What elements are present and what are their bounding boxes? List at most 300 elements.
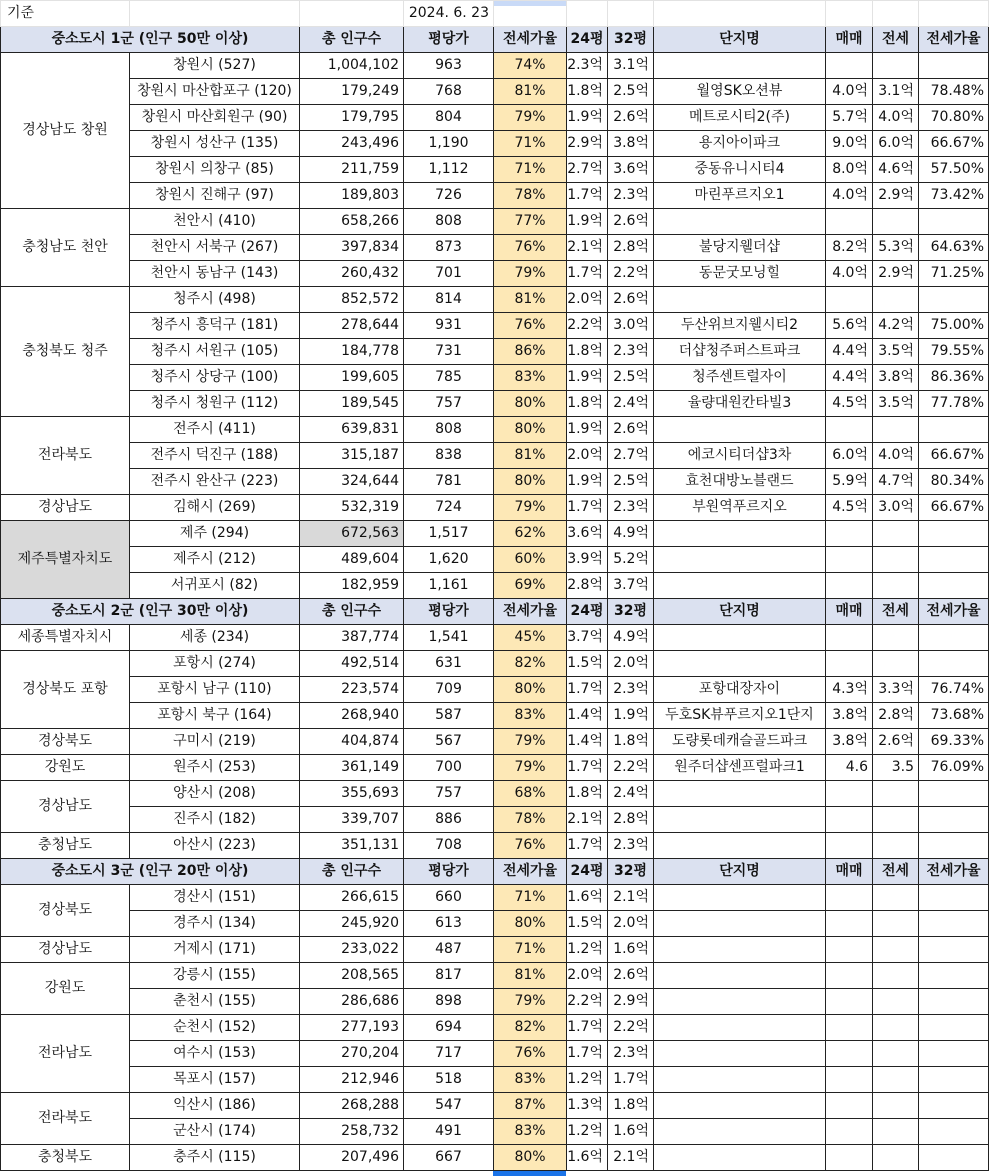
complex-cell[interactable]: 두산위브지웰시티2 bbox=[654, 313, 826, 339]
pop-cell[interactable]: 315,187 bbox=[300, 443, 404, 469]
ratio2-cell[interactable]: 79.55% bbox=[919, 339, 989, 365]
price-cell[interactable]: 873 bbox=[404, 235, 494, 261]
ratio2-cell[interactable] bbox=[919, 521, 989, 547]
region-cell[interactable]: 경상남도 bbox=[1, 937, 130, 963]
p24-cell[interactable]: 1.5억 bbox=[567, 651, 608, 677]
jeonse-cell[interactable] bbox=[873, 1145, 919, 1171]
p32-cell[interactable]: 1.6억 bbox=[608, 1119, 654, 1145]
complex-cell[interactable] bbox=[654, 963, 826, 989]
jeonse-cell[interactable] bbox=[873, 1041, 919, 1067]
p24-cell[interactable]: 2.2억 bbox=[567, 989, 608, 1015]
sale-cell[interactable] bbox=[826, 989, 873, 1015]
ratio2-cell[interactable]: 73.42% bbox=[919, 183, 989, 209]
city-cell[interactable]: 전주시 완산구 (223) bbox=[130, 469, 300, 495]
ratio2-cell[interactable]: 66.67% bbox=[919, 443, 989, 469]
region-cell[interactable]: 충청남도 bbox=[1, 833, 130, 859]
column-header-ratio2[interactable]: 전세가율 bbox=[919, 859, 989, 885]
p32-cell[interactable]: 3.6억 bbox=[608, 157, 654, 183]
city-cell[interactable]: 청주시 상당구 (100) bbox=[130, 365, 300, 391]
p32-cell[interactable]: 4.9억 bbox=[608, 625, 654, 651]
price-cell[interactable]: 700 bbox=[404, 755, 494, 781]
pop-cell[interactable]: 233,022 bbox=[300, 937, 404, 963]
sale-cell[interactable] bbox=[826, 1145, 873, 1171]
p24-cell[interactable]: 1.9억 bbox=[567, 417, 608, 443]
city-cell[interactable]: 원주시 (253) bbox=[130, 755, 300, 781]
jeonse-cell[interactable] bbox=[873, 885, 919, 911]
p32-cell[interactable]: 1.9억 bbox=[608, 703, 654, 729]
sale-cell[interactable]: 9.0억 bbox=[826, 131, 873, 157]
column-header-ratio[interactable]: 전세가율 bbox=[494, 27, 567, 53]
p32-cell[interactable]: 3.0억 bbox=[608, 313, 654, 339]
complex-cell[interactable] bbox=[654, 1067, 826, 1093]
pop-cell[interactable]: 211,759 bbox=[300, 157, 404, 183]
p32-cell[interactable]: 1.8억 bbox=[608, 1093, 654, 1119]
p24-cell[interactable]: 2.0억 bbox=[567, 963, 608, 989]
jeonse-cell[interactable] bbox=[873, 1093, 919, 1119]
region-cell[interactable]: 강원도 bbox=[1, 755, 130, 781]
ratio2-cell[interactable]: 66.67% bbox=[919, 495, 989, 521]
pop-cell[interactable]: 361,149 bbox=[300, 755, 404, 781]
ratio-cell[interactable]: 82% bbox=[494, 1015, 567, 1041]
p24-cell[interactable]: 1.4억 bbox=[567, 703, 608, 729]
p24-cell[interactable]: 1.4억 bbox=[567, 729, 608, 755]
region-cell[interactable]: 경상남도 창원 bbox=[1, 53, 130, 209]
p24-cell[interactable]: 1.2억 bbox=[567, 1119, 608, 1145]
column-header-sale[interactable]: 매매 bbox=[826, 859, 873, 885]
city-cell[interactable]: 창원시 (527) bbox=[130, 53, 300, 79]
jeonse-cell[interactable] bbox=[873, 287, 919, 313]
ratio2-cell[interactable]: 76.74% bbox=[919, 677, 989, 703]
section-title[interactable]: 중소도시 3군 (인구 20만 이상) bbox=[1, 859, 300, 885]
price-cell[interactable]: 726 bbox=[404, 183, 494, 209]
p32-cell[interactable]: 4.9억 bbox=[608, 521, 654, 547]
p24-cell[interactable]: 1.8억 bbox=[567, 391, 608, 417]
sale-cell[interactable]: 4.0억 bbox=[826, 79, 873, 105]
complex-cell[interactable] bbox=[654, 625, 826, 651]
p32-cell[interactable]: 2.0억 bbox=[608, 911, 654, 937]
city-cell[interactable]: 경주시 (134) bbox=[130, 911, 300, 937]
complex-cell[interactable]: 에코시티더샵3차 bbox=[654, 443, 826, 469]
ratio-cell[interactable]: 71% bbox=[494, 937, 567, 963]
sale-cell[interactable] bbox=[826, 521, 873, 547]
p32-cell[interactable]: 2.4억 bbox=[608, 781, 654, 807]
pop-cell[interactable]: 658,266 bbox=[300, 209, 404, 235]
jeonse-cell[interactable] bbox=[873, 833, 919, 859]
column-header-p24[interactable]: 24평 bbox=[567, 599, 608, 625]
ratio2-cell[interactable]: 77.78% bbox=[919, 391, 989, 417]
city-cell[interactable]: 구미시 (219) bbox=[130, 729, 300, 755]
jeonse-cell[interactable] bbox=[873, 625, 919, 651]
jeonse-cell[interactable] bbox=[873, 53, 919, 79]
ratio-cell[interactable]: 78% bbox=[494, 183, 567, 209]
complex-cell[interactable]: 부원역푸르지오 bbox=[654, 495, 826, 521]
column-header-jeonse[interactable]: 전세 bbox=[873, 27, 919, 53]
price-cell[interactable]: 487 bbox=[404, 937, 494, 963]
ratio-cell[interactable]: 60% bbox=[494, 547, 567, 573]
city-cell[interactable]: 창원시 성산구 (135) bbox=[130, 131, 300, 157]
section-title[interactable]: 중소도시 2군 (인구 30만 이상) bbox=[1, 599, 300, 625]
city-cell[interactable]: 전주시 (411) bbox=[130, 417, 300, 443]
ratio-cell[interactable]: 62% bbox=[494, 521, 567, 547]
sale-cell[interactable] bbox=[826, 1041, 873, 1067]
jeonse-cell[interactable]: 3.8억 bbox=[873, 365, 919, 391]
ratio2-cell[interactable] bbox=[919, 1093, 989, 1119]
p32-cell[interactable]: 2.6억 bbox=[608, 963, 654, 989]
column-header-complex[interactable]: 단지명 bbox=[654, 859, 826, 885]
ratio2-cell[interactable] bbox=[919, 651, 989, 677]
price-cell[interactable]: 817 bbox=[404, 963, 494, 989]
pop-cell[interactable]: 355,693 bbox=[300, 781, 404, 807]
jeonse-cell[interactable] bbox=[873, 937, 919, 963]
p24-cell[interactable]: 1.9억 bbox=[567, 105, 608, 131]
p24-cell[interactable]: 2.0억 bbox=[567, 443, 608, 469]
ratio-cell[interactable]: 76% bbox=[494, 235, 567, 261]
ratio-cell[interactable]: 71% bbox=[494, 157, 567, 183]
price-cell[interactable]: 808 bbox=[404, 209, 494, 235]
city-cell[interactable]: 강릉시 (155) bbox=[130, 963, 300, 989]
ratio-cell[interactable]: 80% bbox=[494, 391, 567, 417]
p32-cell[interactable]: 2.6억 bbox=[608, 209, 654, 235]
jeonse-cell[interactable]: 4.0억 bbox=[873, 443, 919, 469]
city-cell[interactable]: 포항시 북구 (164) bbox=[130, 703, 300, 729]
ratio-cell[interactable]: 76% bbox=[494, 1041, 567, 1067]
p32-cell[interactable]: 2.1억 bbox=[608, 1145, 654, 1171]
jeonse-cell[interactable] bbox=[873, 911, 919, 937]
jeonse-cell[interactable] bbox=[873, 963, 919, 989]
ratio-cell[interactable]: 68% bbox=[494, 781, 567, 807]
jeonse-cell[interactable] bbox=[873, 573, 919, 599]
ratio2-cell[interactable] bbox=[919, 911, 989, 937]
city-cell[interactable]: 군산시 (174) bbox=[130, 1119, 300, 1145]
complex-cell[interactable]: 도량롯데캐슬골드파크 bbox=[654, 729, 826, 755]
column-header-complex[interactable]: 단지명 bbox=[654, 599, 826, 625]
ratio2-cell[interactable]: 80.34% bbox=[919, 469, 989, 495]
ratio2-cell[interactable] bbox=[919, 209, 989, 235]
p24-cell[interactable]: 1.8억 bbox=[567, 79, 608, 105]
p24-cell[interactable]: 2.1억 bbox=[567, 807, 608, 833]
ratio2-cell[interactable] bbox=[919, 1119, 989, 1145]
sale-cell[interactable] bbox=[826, 833, 873, 859]
ratio-cell[interactable]: 45% bbox=[494, 625, 567, 651]
ratio-cell[interactable]: 76% bbox=[494, 833, 567, 859]
p32-cell[interactable]: 2.3억 bbox=[608, 1041, 654, 1067]
column-header-sale[interactable]: 매매 bbox=[826, 599, 873, 625]
complex-cell[interactable] bbox=[654, 781, 826, 807]
price-cell[interactable]: 814 bbox=[404, 287, 494, 313]
pop-cell[interactable]: 278,644 bbox=[300, 313, 404, 339]
sale-cell[interactable] bbox=[826, 1119, 873, 1145]
ratio2-cell[interactable] bbox=[919, 1041, 989, 1067]
sale-cell[interactable] bbox=[826, 53, 873, 79]
ratio-cell[interactable]: 83% bbox=[494, 1119, 567, 1145]
region-cell[interactable]: 세종특별자치시 bbox=[1, 625, 130, 651]
region-cell[interactable]: 경상북도 포항 bbox=[1, 651, 130, 729]
pop-cell[interactable]: 223,574 bbox=[300, 677, 404, 703]
price-cell[interactable]: 757 bbox=[404, 391, 494, 417]
jeonse-cell[interactable]: 3.3억 bbox=[873, 677, 919, 703]
complex-cell[interactable]: 용지아이파크 bbox=[654, 131, 826, 157]
p32-cell[interactable]: 2.2억 bbox=[608, 1015, 654, 1041]
sale-cell[interactable]: 4.0억 bbox=[826, 183, 873, 209]
p32-cell[interactable]: 3.1억 bbox=[608, 53, 654, 79]
sale-cell[interactable] bbox=[826, 1093, 873, 1119]
city-cell[interactable]: 양산시 (208) bbox=[130, 781, 300, 807]
complex-cell[interactable] bbox=[654, 287, 826, 313]
complex-cell[interactable]: 마린푸르지오1 bbox=[654, 183, 826, 209]
pop-cell[interactable]: 245,920 bbox=[300, 911, 404, 937]
ratio-cell[interactable]: 71% bbox=[494, 885, 567, 911]
jeonse-cell[interactable]: 4.0억 bbox=[873, 105, 919, 131]
ratio-cell[interactable]: 79% bbox=[494, 105, 567, 131]
complex-cell[interactable]: 더샵청주퍼스트파크 bbox=[654, 339, 826, 365]
city-cell[interactable]: 충주시 (115) bbox=[130, 1145, 300, 1171]
city-cell[interactable]: 포항시 (274) bbox=[130, 651, 300, 677]
region-cell[interactable]: 강원도 bbox=[1, 963, 130, 1015]
jeonse-cell[interactable]: 4.6억 bbox=[873, 157, 919, 183]
price-cell[interactable]: 838 bbox=[404, 443, 494, 469]
ratio-cell[interactable]: 83% bbox=[494, 1067, 567, 1093]
price-cell[interactable]: 724 bbox=[404, 495, 494, 521]
p24-cell[interactable]: 3.9억 bbox=[567, 547, 608, 573]
sale-cell[interactable] bbox=[826, 885, 873, 911]
complex-cell[interactable]: 포항대장자이 bbox=[654, 677, 826, 703]
complex-cell[interactable] bbox=[654, 937, 826, 963]
region-cell[interactable]: 경상남도 bbox=[1, 495, 130, 521]
pop-cell[interactable]: 199,605 bbox=[300, 365, 404, 391]
price-cell[interactable]: 785 bbox=[404, 365, 494, 391]
ratio-cell[interactable]: 71% bbox=[494, 131, 567, 157]
pop-cell[interactable]: 492,514 bbox=[300, 651, 404, 677]
ratio2-cell[interactable]: 76.09% bbox=[919, 755, 989, 781]
p24-cell[interactable]: 1.9억 bbox=[567, 365, 608, 391]
region-cell[interactable]: 충청북도 청주 bbox=[1, 287, 130, 417]
p32-cell[interactable]: 2.3억 bbox=[608, 495, 654, 521]
p32-cell[interactable]: 2.8억 bbox=[608, 807, 654, 833]
price-cell[interactable]: 631 bbox=[404, 651, 494, 677]
ratio2-cell[interactable] bbox=[919, 963, 989, 989]
complex-cell[interactable] bbox=[654, 1119, 826, 1145]
complex-cell[interactable] bbox=[654, 417, 826, 443]
complex-cell[interactable]: 중동유니시티4 bbox=[654, 157, 826, 183]
ratio2-cell[interactable] bbox=[919, 833, 989, 859]
ratio-cell[interactable]: 87% bbox=[494, 1093, 567, 1119]
sale-cell[interactable]: 5.7억 bbox=[826, 105, 873, 131]
p24-cell[interactable]: 1.7억 bbox=[567, 755, 608, 781]
pop-cell[interactable]: 286,686 bbox=[300, 989, 404, 1015]
ratio-cell[interactable]: 81% bbox=[494, 443, 567, 469]
city-cell[interactable]: 창원시 의창구 (85) bbox=[130, 157, 300, 183]
p32-cell[interactable]: 2.3억 bbox=[608, 677, 654, 703]
pop-cell[interactable]: 189,803 bbox=[300, 183, 404, 209]
price-cell[interactable]: 613 bbox=[404, 911, 494, 937]
ratio2-cell[interactable]: 66.67% bbox=[919, 131, 989, 157]
ratio2-cell[interactable]: 71.25% bbox=[919, 261, 989, 287]
city-cell[interactable]: 청주시 서원구 (105) bbox=[130, 339, 300, 365]
city-cell[interactable]: 목포시 (157) bbox=[130, 1067, 300, 1093]
price-cell[interactable]: 518 bbox=[404, 1067, 494, 1093]
jeonse-cell[interactable] bbox=[873, 209, 919, 235]
complex-cell[interactable]: 월영SK오션뷰 bbox=[654, 79, 826, 105]
column-header-complex[interactable]: 단지명 bbox=[654, 27, 826, 53]
pop-cell[interactable]: 212,946 bbox=[300, 1067, 404, 1093]
sale-cell[interactable] bbox=[826, 209, 873, 235]
pop-cell[interactable]: 852,572 bbox=[300, 287, 404, 313]
column-header-p24[interactable]: 24평 bbox=[567, 859, 608, 885]
price-cell[interactable]: 491 bbox=[404, 1119, 494, 1145]
sale-cell[interactable] bbox=[826, 781, 873, 807]
p32-cell[interactable]: 2.3억 bbox=[608, 339, 654, 365]
price-cell[interactable]: 898 bbox=[404, 989, 494, 1015]
p24-cell[interactable]: 1.7억 bbox=[567, 677, 608, 703]
sale-cell[interactable]: 4.4억 bbox=[826, 365, 873, 391]
p24-cell[interactable]: 1.2억 bbox=[567, 1067, 608, 1093]
ratio-cell[interactable]: 81% bbox=[494, 79, 567, 105]
price-cell[interactable]: 781 bbox=[404, 469, 494, 495]
p24-cell[interactable]: 1.7억 bbox=[567, 1015, 608, 1041]
sale-cell[interactable] bbox=[826, 911, 873, 937]
jeonse-cell[interactable]: 3.5 bbox=[873, 755, 919, 781]
p32-cell[interactable]: 2.5억 bbox=[608, 469, 654, 495]
sale-cell[interactable]: 4.3억 bbox=[826, 677, 873, 703]
price-cell[interactable]: 547 bbox=[404, 1093, 494, 1119]
complex-cell[interactable]: 효천대방노블랜드 bbox=[654, 469, 826, 495]
complex-cell[interactable] bbox=[654, 807, 826, 833]
ratio2-cell[interactable] bbox=[919, 417, 989, 443]
sale-cell[interactable]: 8.2억 bbox=[826, 235, 873, 261]
city-cell[interactable]: 청주시 (498) bbox=[130, 287, 300, 313]
pop-cell[interactable]: 387,774 bbox=[300, 625, 404, 651]
p32-cell[interactable]: 5.2억 bbox=[608, 547, 654, 573]
p24-cell[interactable]: 1.3억 bbox=[567, 1093, 608, 1119]
column-header-p24[interactable]: 24평 bbox=[567, 27, 608, 53]
p32-cell[interactable]: 2.5억 bbox=[608, 79, 654, 105]
column-header-ratio2[interactable]: 전세가율 bbox=[919, 27, 989, 53]
sale-cell[interactable]: 5.9억 bbox=[826, 469, 873, 495]
column-header-pop[interactable]: 총 인구수 bbox=[300, 859, 404, 885]
region-cell[interactable]: 제주특별자치도 bbox=[1, 521, 130, 599]
complex-cell[interactable]: 원주더샵센프럴파크1 bbox=[654, 755, 826, 781]
jeonse-cell[interactable] bbox=[873, 417, 919, 443]
pop-cell[interactable]: 351,131 bbox=[300, 833, 404, 859]
column-header-pop[interactable]: 총 인구수 bbox=[300, 599, 404, 625]
ratio2-cell[interactable] bbox=[919, 989, 989, 1015]
city-cell[interactable]: 세종 (234) bbox=[130, 625, 300, 651]
column-header-jeonse[interactable]: 전세 bbox=[873, 859, 919, 885]
pop-cell[interactable]: 182,959 bbox=[300, 573, 404, 599]
complex-cell[interactable] bbox=[654, 885, 826, 911]
ratio2-cell[interactable] bbox=[919, 573, 989, 599]
jeonse-cell[interactable]: 3.5억 bbox=[873, 391, 919, 417]
p24-cell[interactable]: 1.5억 bbox=[567, 911, 608, 937]
jeonse-cell[interactable]: 4.2억 bbox=[873, 313, 919, 339]
column-header-p32[interactable]: 32평 bbox=[608, 27, 654, 53]
region-cell[interactable]: 충청남도 천안 bbox=[1, 209, 130, 287]
ratio2-cell[interactable] bbox=[919, 287, 989, 313]
complex-cell[interactable]: 메트로시티2(주) bbox=[654, 105, 826, 131]
pop-cell[interactable]: 179,795 bbox=[300, 105, 404, 131]
sale-cell[interactable] bbox=[826, 937, 873, 963]
column-header-p32[interactable]: 32평 bbox=[608, 859, 654, 885]
pop-cell[interactable]: 179,249 bbox=[300, 79, 404, 105]
pop-cell[interactable]: 184,778 bbox=[300, 339, 404, 365]
ratio-cell[interactable]: 79% bbox=[494, 989, 567, 1015]
price-cell[interactable]: 708 bbox=[404, 833, 494, 859]
city-cell[interactable]: 제주시 (212) bbox=[130, 547, 300, 573]
complex-cell[interactable]: 율량대원칸타빌3 bbox=[654, 391, 826, 417]
sale-cell[interactable] bbox=[826, 547, 873, 573]
complex-cell[interactable]: 두호SK뷰푸르지오1단지 bbox=[654, 703, 826, 729]
ratio-cell[interactable]: 83% bbox=[494, 703, 567, 729]
sale-cell[interactable] bbox=[826, 651, 873, 677]
city-cell[interactable]: 경산시 (151) bbox=[130, 885, 300, 911]
pop-cell[interactable]: 339,707 bbox=[300, 807, 404, 833]
pop-cell[interactable]: 207,496 bbox=[300, 1145, 404, 1171]
complex-cell[interactable] bbox=[654, 521, 826, 547]
sale-cell[interactable] bbox=[826, 573, 873, 599]
region-cell[interactable]: 충청북도 bbox=[1, 1145, 130, 1171]
jeonse-cell[interactable] bbox=[873, 989, 919, 1015]
pop-cell[interactable]: 260,432 bbox=[300, 261, 404, 287]
p32-cell[interactable]: 1.6억 bbox=[608, 937, 654, 963]
p32-cell[interactable]: 2.2억 bbox=[608, 755, 654, 781]
pop-cell[interactable]: 277,193 bbox=[300, 1015, 404, 1041]
jeonse-cell[interactable]: 3.0억 bbox=[873, 495, 919, 521]
complex-cell[interactable] bbox=[654, 989, 826, 1015]
p32-cell[interactable]: 2.6억 bbox=[608, 417, 654, 443]
price-cell[interactable]: 667 bbox=[404, 1145, 494, 1171]
p32-cell[interactable]: 2.7억 bbox=[608, 443, 654, 469]
p24-cell[interactable]: 2.9억 bbox=[567, 131, 608, 157]
p24-cell[interactable]: 1.2억 bbox=[567, 937, 608, 963]
reference-label[interactable]: 기준 bbox=[1, 1, 130, 27]
sale-cell[interactable]: 4.5억 bbox=[826, 495, 873, 521]
ratio-cell[interactable]: 80% bbox=[494, 677, 567, 703]
sale-cell[interactable] bbox=[826, 417, 873, 443]
column-header-p32[interactable]: 32평 bbox=[608, 599, 654, 625]
price-cell[interactable]: 587 bbox=[404, 703, 494, 729]
city-cell[interactable]: 천안시 (410) bbox=[130, 209, 300, 235]
complex-cell[interactable]: 불당지웰더샵 bbox=[654, 235, 826, 261]
p32-cell[interactable]: 2.5억 bbox=[608, 365, 654, 391]
city-cell[interactable]: 춘천시 (155) bbox=[130, 989, 300, 1015]
column-header-sale[interactable]: 매매 bbox=[826, 27, 873, 53]
selection-handle[interactable] bbox=[493, 1171, 566, 1176]
p32-cell[interactable]: 2.3억 bbox=[608, 183, 654, 209]
complex-cell[interactable] bbox=[654, 209, 826, 235]
sale-cell[interactable]: 3.8억 bbox=[826, 703, 873, 729]
p24-cell[interactable]: 1.7억 bbox=[567, 1041, 608, 1067]
column-header-price[interactable]: 평당가 bbox=[404, 27, 494, 53]
complex-cell[interactable]: 동문굿모닝힐 bbox=[654, 261, 826, 287]
column-header-ratio2[interactable]: 전세가율 bbox=[919, 599, 989, 625]
p24-cell[interactable]: 3.6억 bbox=[567, 521, 608, 547]
ratio-cell[interactable]: 80% bbox=[494, 1145, 567, 1171]
p32-cell[interactable]: 1.8억 bbox=[608, 729, 654, 755]
ratio2-cell[interactable] bbox=[919, 807, 989, 833]
complex-cell[interactable] bbox=[654, 833, 826, 859]
sale-cell[interactable] bbox=[826, 287, 873, 313]
ratio-cell[interactable]: 79% bbox=[494, 495, 567, 521]
city-cell[interactable]: 서귀포시 (82) bbox=[130, 573, 300, 599]
ratio2-cell[interactable] bbox=[919, 781, 989, 807]
section-title[interactable]: 중소도시 1군 (인구 50만 이상) bbox=[1, 27, 300, 53]
pop-cell[interactable]: 672,563 bbox=[300, 521, 404, 547]
price-cell[interactable]: 1,541 bbox=[404, 625, 494, 651]
jeonse-cell[interactable]: 2.9억 bbox=[873, 261, 919, 287]
ratio2-cell[interactable] bbox=[919, 547, 989, 573]
sale-cell[interactable]: 4.0억 bbox=[826, 261, 873, 287]
complex-cell[interactable] bbox=[654, 911, 826, 937]
